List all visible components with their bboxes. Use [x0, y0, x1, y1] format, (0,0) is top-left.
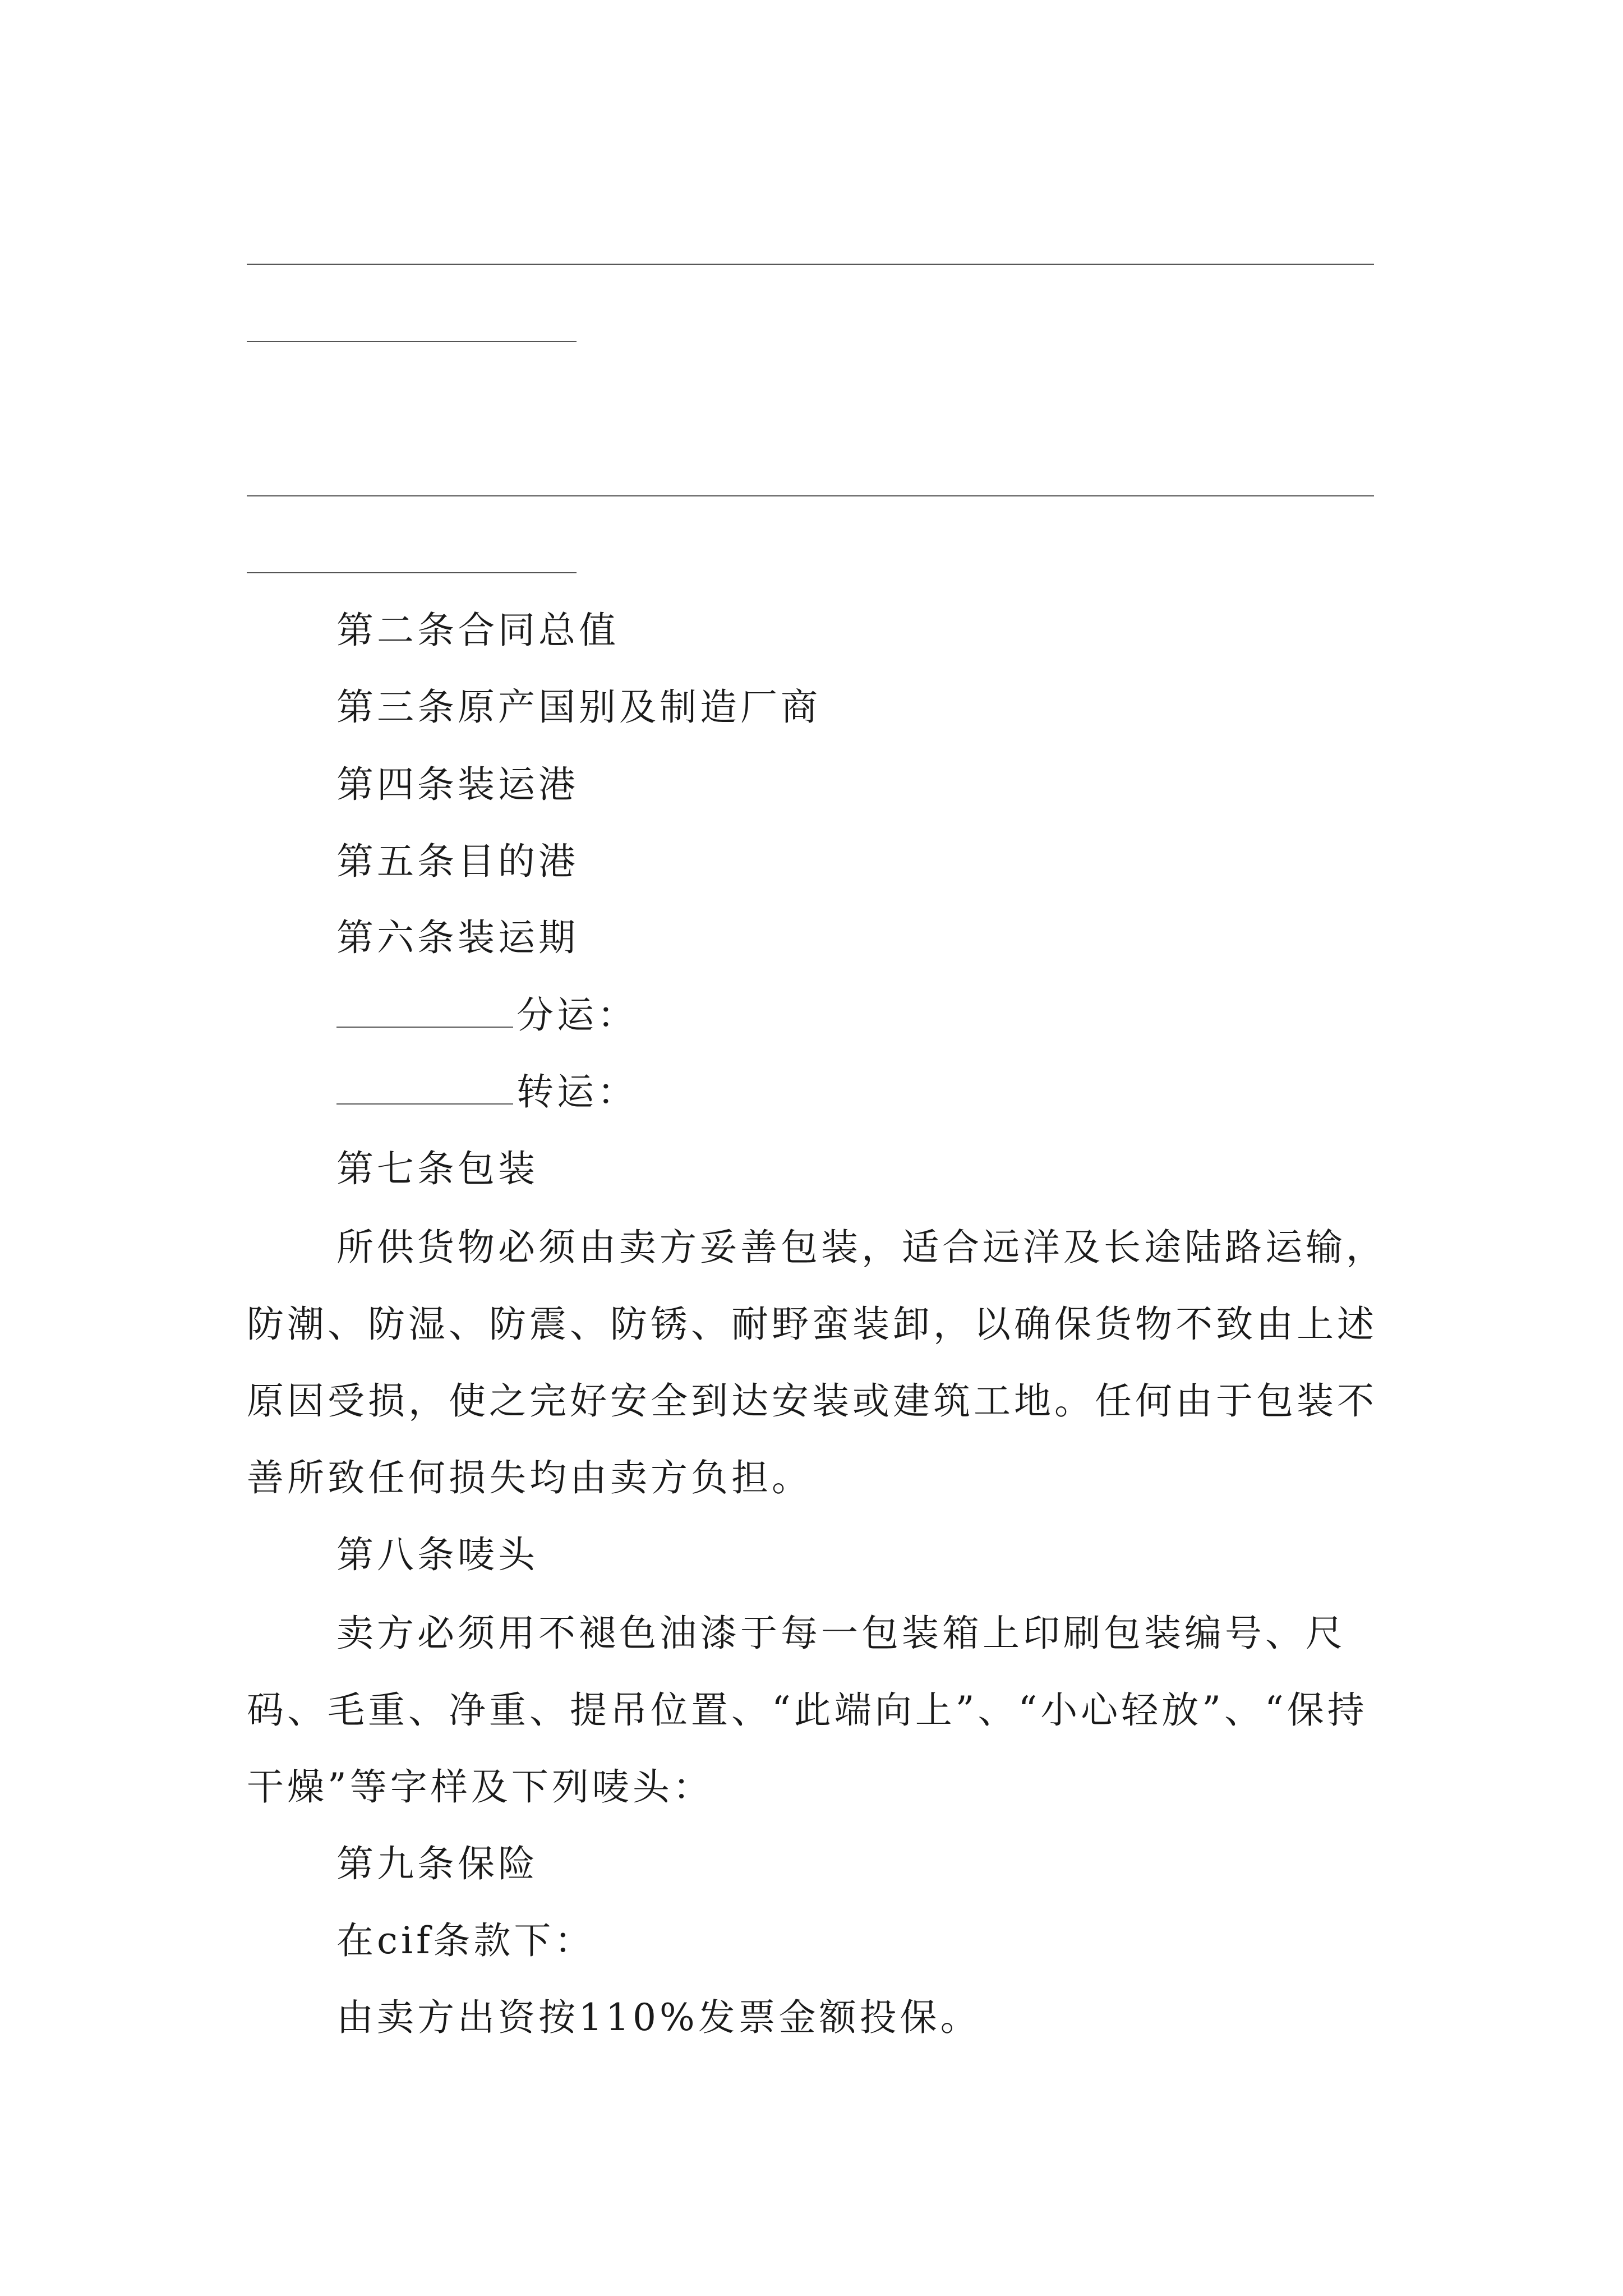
clause-contract-value: 第二条合同总值	[336, 609, 619, 652]
blank-line-long	[247, 495, 1374, 496]
clause-loading-port: 第四条装运港	[336, 763, 579, 806]
clause-packing-title: 第七条包装	[336, 1147, 538, 1190]
transshipment-line	[336, 1068, 638, 1117]
partial-shipment-blank	[336, 995, 513, 1028]
clause-marks-text: 卖方必须用不褪色油漆于每一包装箱上印刷包装编号、尺码、毛重、净重、提吊位置、“此端向上”、“小心轻放”、“保持干燥”等字样及下列唛头：	[247, 1612, 1368, 1809]
partial-shipment-line	[336, 991, 638, 1040]
partial-shipment-label: 分运：	[517, 993, 638, 1037]
clause-insurance-cif: 在cif条款下：	[336, 1919, 595, 1962]
blank-line-short	[247, 572, 577, 573]
clause-insurance-title: 第九条保险	[336, 1842, 538, 1885]
clause-destination-port: 第五条目的港	[336, 840, 579, 883]
clause-shipment-period: 第六条装运期	[336, 916, 579, 959]
clause-insurance-text: 由卖方出资按110%发票金额投保。	[336, 1996, 981, 2039]
clause-marks-title: 第八条唛头	[336, 1533, 538, 1576]
clause-origin: 第三条原产国别及制造厂商	[336, 685, 821, 729]
transshipment-label: 转运：	[517, 1070, 638, 1114]
blank-line-long	[247, 264, 1374, 265]
blank-line-short	[247, 341, 577, 342]
clause-packing-text: 所供货物必须由卖方妥善包装，适合远洋及长途陆路运输，防潮、防湿、防震、防锈、耐野蛮装卸，以确保货物不致由上述原因受损，使之完好安全到达安装或建筑工地。任何由于包装不善所致任何损失均由卖方负担。	[247, 1226, 1386, 1499]
transshipment-blank	[336, 1072, 513, 1105]
